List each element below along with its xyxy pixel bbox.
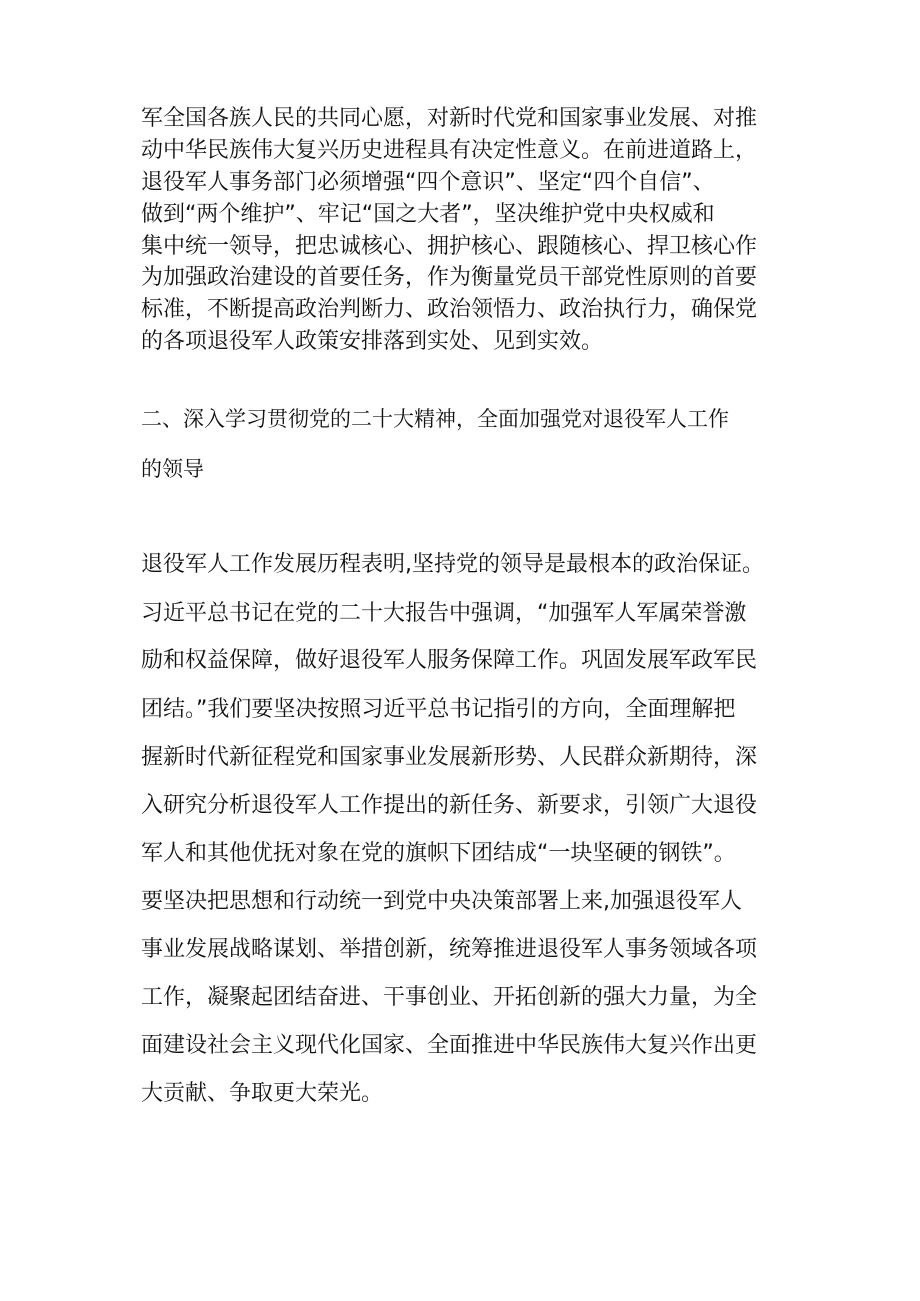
paragraph-line: 入研究分析退役军人工作提出的新任务、新要求，引领广大退役: [141, 793, 758, 818]
paragraph-line: 面建设社会主义现代化国家、全面推进中华民族伟大复兴作出更: [141, 1033, 758, 1058]
paragraph-line: 握新时代新征程党和国家事业发展新形势、人民群众新期待，深: [141, 745, 758, 770]
paragraph-line: 退役军人工作发展历程表明,坚持党的领导是最根本的政治保证。: [141, 552, 764, 577]
paragraph-line: 工作，凝聚起团结奋进、干事创业、开拓创新的强大力量，为全: [141, 985, 758, 1010]
paragraph-line: 要坚决把思想和行动统一到党中央决策部署上来,加强退役军人: [141, 889, 742, 914]
paragraph-line: 的各项退役军人政策安排落到实处、见到实效。: [141, 329, 604, 354]
paragraph-line: 动中华民族伟大复兴历史进程具有决定性意义。在前进道路上，: [141, 138, 758, 163]
heading-line: 的领导: [141, 457, 204, 481]
paragraph-line: 事业发展战略谋划、举措创新，统筹推进退役军人事务领域各项: [141, 937, 758, 962]
paragraph-line: 大贡献、争取更大荣光。: [141, 1081, 384, 1106]
paragraph-line: 做到“两个维护”、牢记“国之大者”，坚决维护党中央权威和: [141, 202, 715, 227]
paragraph-line: 为加强政治建设的首要任务，作为衡量党员干部党性原则的首要: [141, 265, 758, 290]
heading-line: 二、深入学习贯彻党的二十大精神，全面加强党对退役军人工作: [141, 407, 729, 431]
paragraph-line: 退役军人事务部门必须增强“四个意识”、坚定“四个自信”、: [141, 170, 715, 195]
paragraph-line: 标准，不断提高政治判断力、政治领悟力、政治执行力，确保党: [141, 297, 758, 322]
paragraph-line: 军人和其他优抚对象在党的旗帜下团结成“一块坚硬的钢铁”。: [141, 841, 736, 866]
paragraph-line: 励和权益保障，做好退役军人服务保障工作。巩固发展军政军民: [141, 648, 758, 673]
paragraph-line: 习近平总书记在党的二十大报告中强调，“加强军人军属荣誉激: [141, 601, 747, 626]
paragraph-line: 军全国各族人民的共同心愿，对新时代党和国家事业发展、对推: [141, 106, 758, 131]
paragraph-line: 团结。”我们要坚决按照习近平总书记指引的方向，全面理解把: [141, 697, 736, 722]
paragraph-line: 集中统一领导，把忠诚核心、拥护核心、跟随核心、捍卫核心作: [141, 234, 758, 259]
